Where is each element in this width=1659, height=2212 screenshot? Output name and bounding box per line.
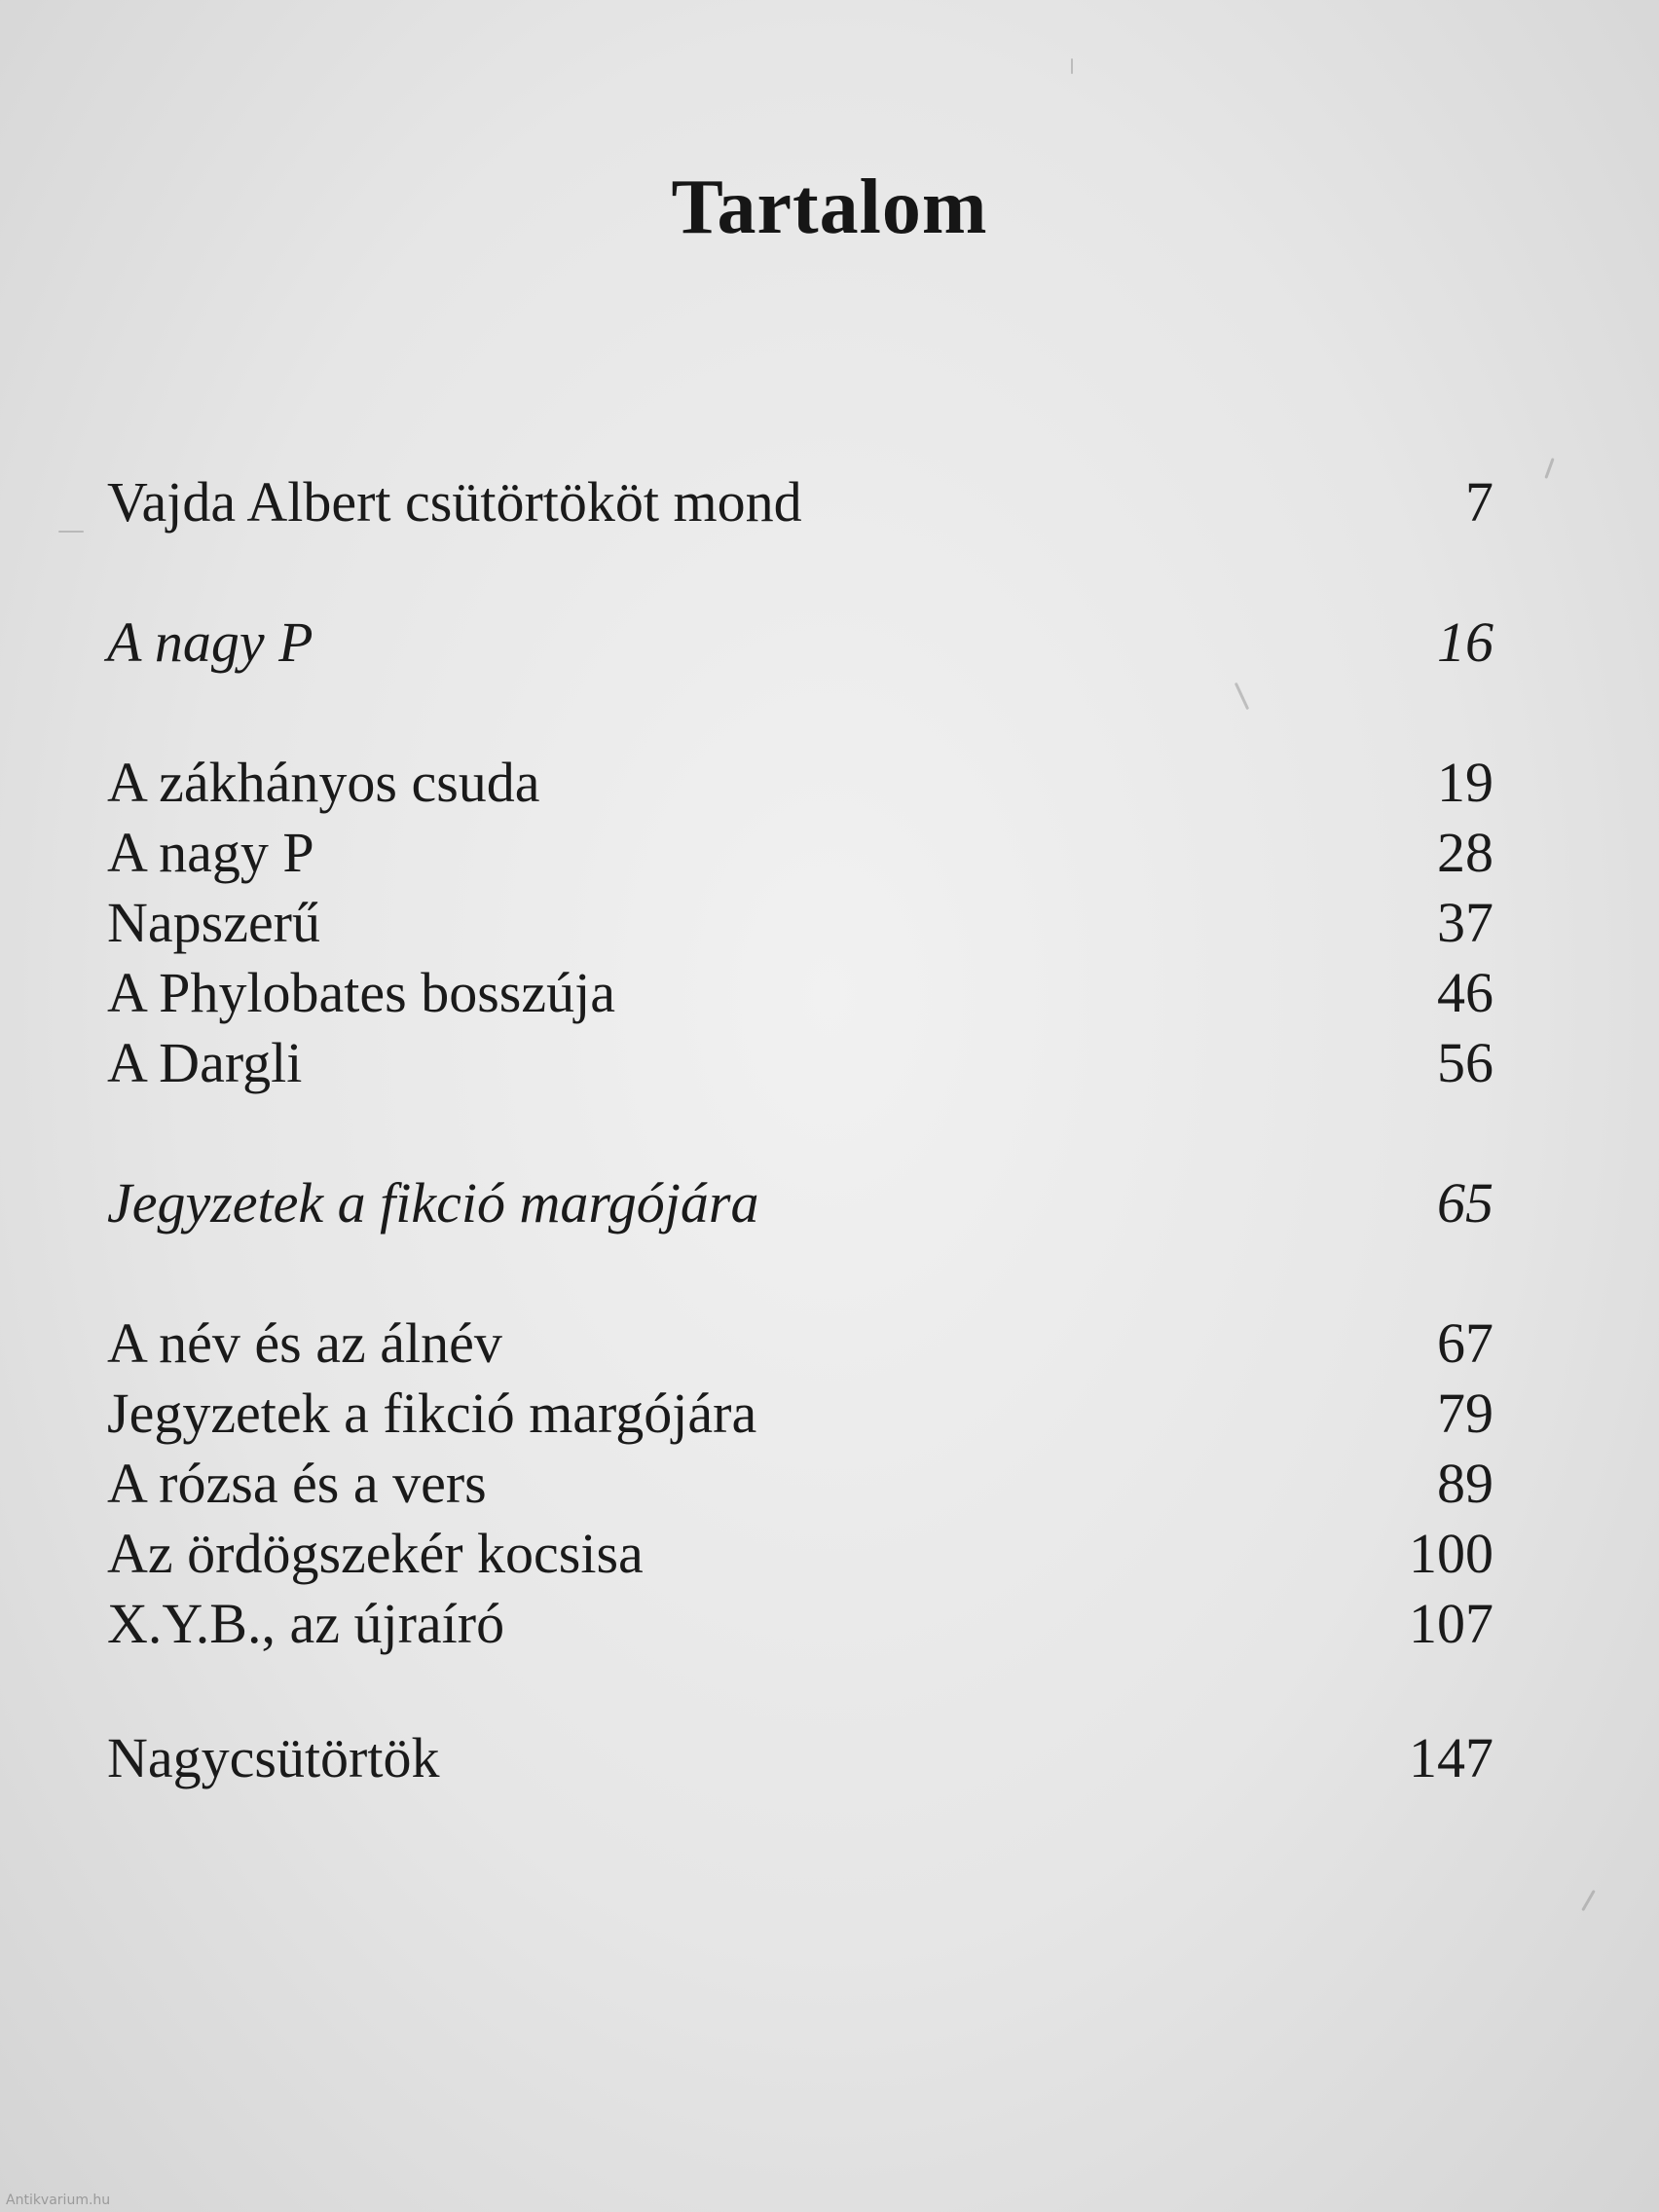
paper-speck bbox=[58, 531, 84, 533]
toc-entry bbox=[107, 467, 1493, 537]
toc-entry-page-number: 147 bbox=[1409, 1726, 1493, 1789]
paper-speck bbox=[1581, 1890, 1596, 1911]
toc-entry-title: A nagy P bbox=[107, 610, 313, 674]
toc-entry-title: Napszerű bbox=[107, 891, 321, 954]
toc-entry-page-number: 37 bbox=[1437, 891, 1493, 954]
toc-entry-title: Jegyzetek a fikció margójára bbox=[107, 1382, 757, 1445]
toc-entry-page-number: 46 bbox=[1437, 961, 1493, 1024]
toc-spacer bbox=[107, 537, 1493, 608]
toc-spacer bbox=[107, 678, 1493, 748]
toc-entry bbox=[107, 1028, 1493, 1098]
toc-entry-page-number: 100 bbox=[1409, 1522, 1493, 1585]
toc-entry-page-number: 28 bbox=[1437, 821, 1493, 884]
toc-entry-page-number: 89 bbox=[1437, 1452, 1493, 1515]
toc-entry-page-number: 16 bbox=[1437, 610, 1493, 674]
toc-entry bbox=[107, 1379, 1493, 1449]
toc-entry-title: A név és az álnév bbox=[107, 1311, 502, 1375]
toc-entry-title: Vajda Albert csütörtököt mond bbox=[107, 470, 802, 534]
toc-entry-page-number: 79 bbox=[1437, 1382, 1493, 1445]
toc-entry-title: A zákhányos csuda bbox=[107, 751, 540, 814]
toc-entry-title: A rózsa és a vers bbox=[107, 1452, 487, 1515]
toc-spacer bbox=[107, 1659, 1493, 1723]
toc-entry-page-number: 7 bbox=[1465, 470, 1493, 534]
table-of-contents bbox=[107, 467, 1493, 1793]
toc-entry-page-number: 67 bbox=[1437, 1311, 1493, 1375]
toc-entry bbox=[107, 1589, 1493, 1659]
toc-entry bbox=[107, 818, 1493, 888]
toc-entry bbox=[107, 1519, 1493, 1589]
page-title: Tartalom bbox=[671, 165, 988, 250]
toc-entry bbox=[107, 1723, 1493, 1793]
toc-entry bbox=[107, 1309, 1493, 1379]
toc-entry-title: Jegyzetek a fikció margójára bbox=[107, 1171, 759, 1235]
toc-entry bbox=[107, 958, 1493, 1028]
toc-spacer bbox=[107, 1098, 1493, 1168]
toc-entry-page-number: 56 bbox=[1437, 1031, 1493, 1094]
paper-speck bbox=[1071, 58, 1073, 74]
toc-entry-title: Nagycsütörtök bbox=[107, 1726, 440, 1789]
toc-entry-title: A nagy P bbox=[107, 821, 314, 884]
toc-spacer bbox=[107, 1238, 1493, 1309]
toc-entry-page-number: 107 bbox=[1409, 1592, 1493, 1655]
toc-entry-title: A Phylobates bosszúja bbox=[107, 961, 615, 1024]
toc-entry-title: Az ördögszekér kocsisa bbox=[107, 1522, 644, 1585]
toc-entry-title: X.Y.B., az újraíró bbox=[107, 1592, 505, 1655]
paper-speck bbox=[1544, 458, 1554, 479]
toc-entry bbox=[107, 1168, 1493, 1238]
toc-entry bbox=[107, 748, 1493, 818]
toc-entry-title: A Dargli bbox=[107, 1031, 303, 1094]
watermark-label: Antikvarium.hu bbox=[6, 2193, 111, 2208]
toc-entry-page-number: 19 bbox=[1437, 751, 1493, 814]
toc-entry bbox=[107, 1449, 1493, 1519]
toc-entry-page-number: 65 bbox=[1437, 1171, 1493, 1235]
toc-entry bbox=[107, 888, 1493, 958]
toc-entry bbox=[107, 608, 1493, 678]
